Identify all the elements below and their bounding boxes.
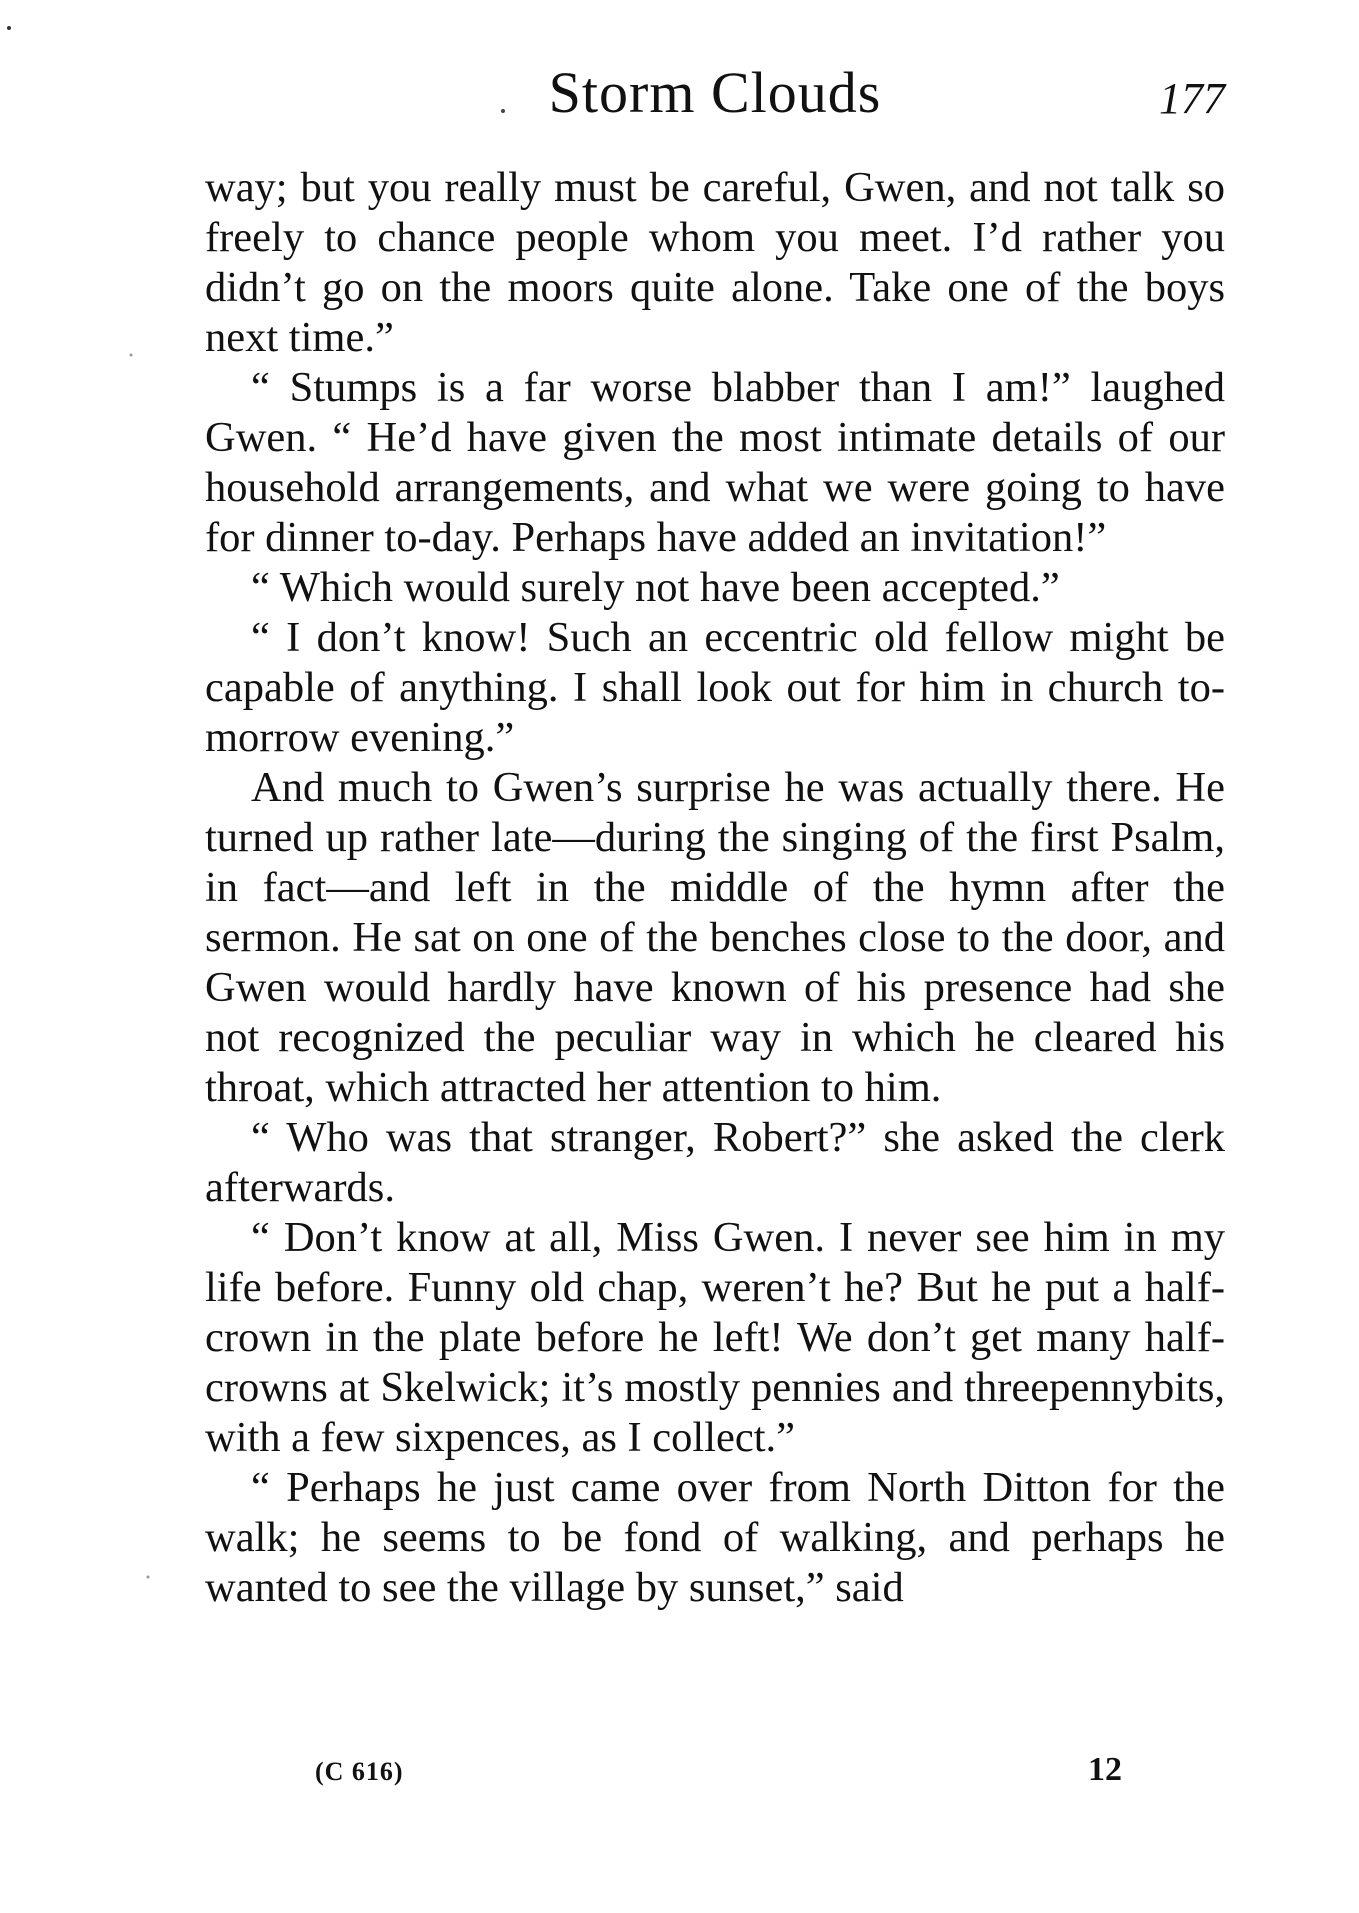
paragraph: “ Which would surely not have been accepted.” — [251, 564, 1060, 611]
signature-mark: (C 616) — [315, 1757, 404, 1786]
speck — [147, 1576, 150, 1579]
speck — [7, 26, 11, 30]
paragraph: “ I don’t know! Such an eccentric old fellow might be capable of anything. I shall look out for him in church to-morrow evening.” — [205, 614, 1225, 761]
paragraph: “ Don’t know at all, Miss Gwen. I never see him in my life before. Funny old chap, weren’t he? But he put a half-crown in the plate before he left! We don’t get many half-crowns at Skelwick; it’s mostly pennies and threepennybits, with a few sixpences, as I collect.” — [205, 1214, 1225, 1461]
paragraph: way; but you really must be careful, Gwen, and not talk so freely to chance people whom you meet. I’d rather you didn’t go on the moors quite alone. Take one of the boys next time.” — [205, 164, 1225, 361]
chapter-title: Storm Clouds — [548, 60, 882, 125]
paragraph: “ Perhaps he just came over from North Ditton for the walk; he seems to be fond of walking, and perhaps he wanted to see the village by sunset,” said — [205, 1464, 1225, 1611]
paragraph: And much to Gwen’s surprise he was actually there. He turned up rather late—during the singing of the first Psalm, in fact—and left in the middle of the hymn after the sermon. He sat on one of the benches close to the door, and Gwen would hardly have known of his presence had she not recognized the peculiar way in which he cleared his throat, which attracted her attention to him. — [205, 764, 1225, 1111]
page-number: 177 — [1159, 74, 1225, 123]
paragraph: “ Who was that stranger, Robert?” she asked the clerk afterwards. — [205, 1114, 1225, 1211]
body-text — [205, 163, 1225, 1613]
running-head — [205, 58, 1225, 128]
signature-number: 12 — [1088, 1751, 1122, 1788]
paragraph: “ Stumps is a far worse blabber than I am!” laughed Gwen. “ He’d have given the most intimate details of our household arrangements, and what we were going to have for dinner to-day. Perhaps have added an invitation!” — [205, 364, 1225, 561]
page-footer — [205, 1751, 1225, 1791]
speck — [130, 354, 133, 357]
